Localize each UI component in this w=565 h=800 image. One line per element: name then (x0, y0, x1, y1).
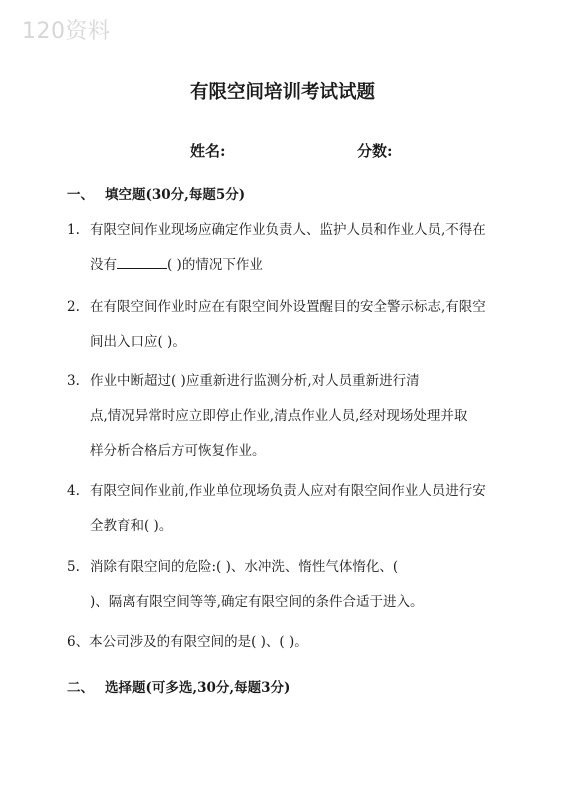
question-4 (67, 474, 499, 544)
question-6 (67, 625, 499, 660)
question-line (67, 213, 499, 248)
section-title: 填空题(30分,每题5分) (105, 187, 246, 203)
question-1 (67, 213, 499, 283)
question-line (67, 248, 499, 283)
question-text: 有限空间作业现场应确定作业负责人、监护人员和作业人员,不得在 (90, 222, 486, 238)
question-text: 消除有限空间的危险:( )、水冲洗、惰性气体惰化、( (90, 559, 399, 575)
question-text: 作业中断超过( )应重新进行监测分析,对人员重新进行清 (90, 373, 420, 389)
question-number: 1. (67, 222, 80, 238)
score-label: 分数: (357, 142, 393, 160)
question-text: 本公司涉及的有限空间的是( )、( )。 (89, 634, 308, 650)
section-fill-in-blank (67, 183, 245, 203)
question-line: 间出入口应( )。 (90, 334, 186, 350)
question-number: 3. (67, 373, 80, 389)
question-line (67, 290, 499, 325)
question-line (67, 550, 499, 585)
question-2 (67, 290, 499, 360)
watermark: 120资料 (22, 19, 111, 44)
section-number: 一、 (67, 187, 94, 203)
question-line (67, 364, 499, 399)
name-label: 姓名: (190, 142, 226, 160)
question-line (67, 474, 499, 509)
page-title: 有限空间培训考试试题 (189, 82, 375, 103)
question-line: 全教育和( )。 (90, 518, 173, 534)
question-3 (67, 364, 499, 469)
question-5 (67, 550, 499, 620)
section-multiple-choice (67, 676, 290, 696)
question-text: 没有 (90, 257, 117, 273)
question-line (67, 625, 499, 660)
question-number: 4. (67, 483, 80, 499)
question-line: 点,情况异常时应立即停止作业,清点作业人员,经对现场处理并取 (90, 408, 468, 424)
question-line: )、隔离有限空间等等,确定有限空间的条件合适于进入。 (90, 594, 424, 610)
question-text: 在有限空间作业时应在有限空间外设置醒目的安全警示标志,有限空 (90, 299, 486, 315)
question-number: 5. (67, 559, 80, 575)
question-number: 2. (67, 299, 80, 315)
answer-blank-line (117, 256, 167, 269)
question-number: 6、 (67, 634, 90, 650)
section-number: 二、 (67, 680, 94, 696)
section-title: 选择题(可多选,30分,每题3分) (105, 680, 291, 696)
question-text: 有限空间作业前,作业单位现场负责人应对有限空间作业人员进行安 (90, 483, 486, 499)
question-text: ( )的情况下作业 (167, 257, 263, 273)
question-line: 样分析合格后方可恢复作业。 (90, 443, 266, 459)
